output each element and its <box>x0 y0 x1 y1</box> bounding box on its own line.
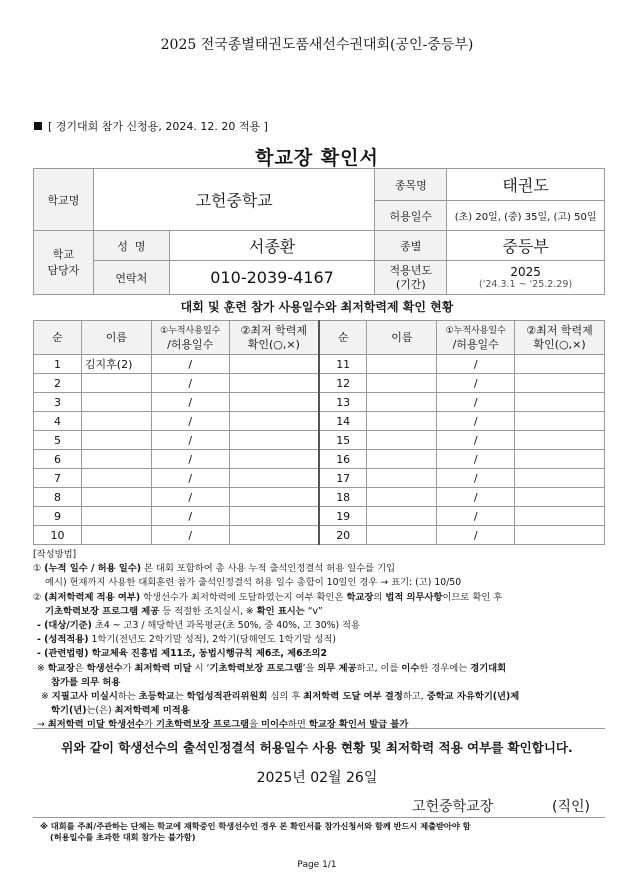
row-num: 15 <box>319 431 367 450</box>
year-cell <box>447 261 605 295</box>
principal-name: 고헌중학교장 <box>412 799 494 815</box>
phone-value: 010-2039-4167 <box>169 261 375 295</box>
row-name <box>81 469 151 488</box>
division-value: 중등부 <box>447 231 605 261</box>
row-num: 20 <box>319 526 367 545</box>
row-min-check <box>515 393 605 412</box>
row-min-check <box>515 450 605 469</box>
row-usage: / <box>437 431 515 450</box>
header-min: ②최저 학력제 확인(○,×) <box>515 321 605 355</box>
event-title: 2025 전국종별태권도품새선수권대회(공인-중등부) <box>160 37 474 53</box>
row-min-check <box>515 526 605 545</box>
row-min-check <box>229 450 319 469</box>
table-row <box>34 526 605 545</box>
footnote-divider <box>33 817 605 818</box>
allowed-days-label: 허용일수 <box>375 201 447 231</box>
row-name: 김지후(2) <box>81 355 151 374</box>
row-name <box>81 526 151 545</box>
name-value: 서종환 <box>169 231 375 261</box>
page-number: Page 1/1 <box>297 860 337 870</box>
row-num: 14 <box>319 412 367 431</box>
row-usage: / <box>437 393 515 412</box>
row-min-check <box>515 412 605 431</box>
notice-text: [ 경기대회 참가 신청용, 2024. 12. 20 적용 ] <box>48 120 268 133</box>
row-min-check <box>515 488 605 507</box>
header-name: 이름 <box>81 321 151 355</box>
row-num: 1 <box>34 355 82 374</box>
row-name <box>367 450 437 469</box>
school-label: 학교명 <box>34 169 94 231</box>
year-value: 2025 <box>510 265 541 279</box>
row-num: 3 <box>34 393 82 412</box>
row-num: 18 <box>319 488 367 507</box>
official-seal: (직인) <box>552 799 590 815</box>
method-line-1: ① (누적 일수 / 허용 일수) 본 대회 포함하여 총 사용 누적 출석인정결석 허용 일수를 기입 <box>33 563 396 575</box>
row-usage: / <box>437 374 515 393</box>
header-min: ②최저 학력제 확인(○,×) <box>229 321 319 355</box>
row-name <box>367 469 437 488</box>
row-num: 17 <box>319 469 367 488</box>
row-usage: / <box>151 412 229 431</box>
row-usage: / <box>151 431 229 450</box>
row-min-check <box>515 469 605 488</box>
table-row <box>34 469 605 488</box>
header-usage: ①누적사용일수 /허용일수 <box>437 321 515 355</box>
table-row <box>34 488 605 507</box>
row-name <box>81 412 151 431</box>
row-min-check <box>229 526 319 545</box>
method-line-8: ※ 학교장은 학생선수가 최저학력 미달 시 ‘기초학력보장 프로그램’을 의무 제공하고, 이를 이수한 경우에는 경기대회 <box>37 662 507 674</box>
notice-line <box>34 118 268 134</box>
year-period: ('24.3.1 ~ '25.2.29) <box>479 279 573 290</box>
row-name <box>81 431 151 450</box>
row-usage: / <box>151 355 229 374</box>
row-name <box>81 374 151 393</box>
row-usage: / <box>437 355 515 374</box>
row-name <box>367 526 437 545</box>
row-num: 12 <box>319 374 367 393</box>
divider <box>33 728 605 729</box>
footnote-line-2: (허용일수를 초과한 대회 참가는 불가함) <box>50 832 196 842</box>
row-min-check <box>229 355 319 374</box>
row-usage: / <box>437 412 515 431</box>
header-num: 순 <box>319 321 367 355</box>
name-label: 성 명 <box>93 231 169 261</box>
school-value: 고헌중학교 <box>93 169 375 231</box>
row-name <box>367 507 437 526</box>
roster-table <box>33 320 605 545</box>
phone-label: 연락처 <box>93 261 169 295</box>
row-min-check <box>229 488 319 507</box>
row-usage: / <box>151 450 229 469</box>
table-row <box>34 507 605 526</box>
method-line-9: 참가를 의무 허용 <box>51 676 121 688</box>
method-line-3: ② (최저학력제 적용 여부) 학생선수가 최저학력에 도달하였는지 여부 확인은 학교장의 법적 의무사항이므로 확인 후 <box>33 591 503 603</box>
row-usage: / <box>151 526 229 545</box>
row-usage: / <box>151 374 229 393</box>
allowed-days-value: (초) 20일, (중) 35일, (고) 50일 <box>447 201 605 231</box>
footnote <box>40 821 610 843</box>
row-name <box>367 431 437 450</box>
table-row <box>34 393 605 412</box>
confirmation-date: 2025년 02월 26일 <box>256 770 378 786</box>
sport-label: 종목명 <box>375 169 447 201</box>
method-line-12: → 최저학력 미달 학생선수가 기초학력보장 프로그램을 미이수하면 학교장 확인서 발급 불가 <box>37 719 409 731</box>
row-min-check <box>229 431 319 450</box>
row-num: 4 <box>34 412 82 431</box>
row-num: 9 <box>34 507 82 526</box>
row-usage: / <box>151 507 229 526</box>
confirmation-statement: 위와 같이 학생선수의 출석인정결석 허용일수 사용 현황 및 최저학력 적용 여부를 확인합니다. <box>61 740 573 755</box>
table-row <box>34 355 605 374</box>
row-num: 8 <box>34 488 82 507</box>
division-label: 종별 <box>375 231 447 261</box>
method-heading: [작성방법] <box>33 549 77 560</box>
row-usage: / <box>437 507 515 526</box>
row-name <box>367 374 437 393</box>
row-usage: / <box>151 488 229 507</box>
row-min-check <box>229 412 319 431</box>
table-row <box>34 374 605 393</box>
row-num: 19 <box>319 507 367 526</box>
method-line-6: - (성적적용) 1학기(전년도 2학기말 성적), 2학기(당해연도 1학기말 성적) <box>37 634 336 646</box>
roster-section-title: 대회 및 훈련 참가 사용일수와 최저학력제 확인 현황 <box>180 300 454 314</box>
row-min-check <box>515 374 605 393</box>
row-min-check <box>229 469 319 488</box>
row-name <box>367 393 437 412</box>
row-usage: / <box>437 450 515 469</box>
row-usage: / <box>437 469 515 488</box>
table-row <box>34 431 605 450</box>
row-num: 7 <box>34 469 82 488</box>
row-num: 6 <box>34 450 82 469</box>
roster-body <box>34 355 605 545</box>
method-line-2: 예시) 현재까지 사용한 대회훈련 참가 출석인정결석 허용 일수 총합이 10일인 경우 → 표기: (고) 10/50 <box>45 577 462 589</box>
row-min-check <box>229 374 319 393</box>
square-bullet-icon <box>34 122 42 130</box>
header-num: 순 <box>34 321 82 355</box>
row-usage: / <box>437 488 515 507</box>
method-line-4: 기초학력보장 프로그램 제공 등 적절한 조치실시, ※ 확인 표시는 “v” <box>45 605 323 617</box>
row-name <box>81 393 151 412</box>
method-line-5: - (대상/기준) 초4 ~ 고3 / 해당학년 과목평균(초 50%, 중 40%, 고 30%) 적용 <box>37 620 361 632</box>
row-min-check <box>515 431 605 450</box>
contact-person-label: 학교 담당자 <box>34 231 94 295</box>
row-num: 2 <box>34 374 82 393</box>
header-name: 이름 <box>367 321 437 355</box>
writing-method <box>33 548 605 733</box>
row-name <box>367 488 437 507</box>
row-min-check <box>229 507 319 526</box>
row-min-check <box>229 393 319 412</box>
row-usage: / <box>151 469 229 488</box>
table-row <box>34 450 605 469</box>
row-num: 16 <box>319 450 367 469</box>
row-num: 5 <box>34 431 82 450</box>
row-name <box>81 488 151 507</box>
row-name <box>81 450 151 469</box>
footnote-line-1: ※ 대회를 주최/주관하는 단체는 학교에 재학중인 학생선수인 경우 본 확인서를 참가신청서와 함께 반드시 제출받아야 함 <box>40 821 471 831</box>
table-row <box>34 412 605 431</box>
row-num: 11 <box>319 355 367 374</box>
method-line-10: ※ 지필고사 미실시하는 초등학교는 학업성적관리위원회 심의 후 최저학력 도달 여부 결정하고, 중학교 자유학기(년)제 <box>41 691 520 703</box>
row-name <box>367 355 437 374</box>
method-line-7: - (관련법령) 학교체육 진흥법 제11조, 동법시행규칙 제6조, 제6조의2 <box>37 648 327 660</box>
row-num: 13 <box>319 393 367 412</box>
school-info-table <box>33 168 605 295</box>
row-name <box>367 412 437 431</box>
sport-value: 태권도 <box>447 169 605 201</box>
year-label: 적용년도 (기간) <box>375 261 447 295</box>
row-min-check <box>515 507 605 526</box>
header-usage: ①누적사용일수 /허용일수 <box>151 321 229 355</box>
row-num: 10 <box>34 526 82 545</box>
row-usage: / <box>151 393 229 412</box>
row-usage: / <box>437 526 515 545</box>
method-line-11: 학기(년)는(은) 최저학력제 미적용 <box>51 705 190 717</box>
row-name <box>81 507 151 526</box>
row-min-check <box>515 355 605 374</box>
main-title: 학교장 확인서 <box>255 147 379 169</box>
